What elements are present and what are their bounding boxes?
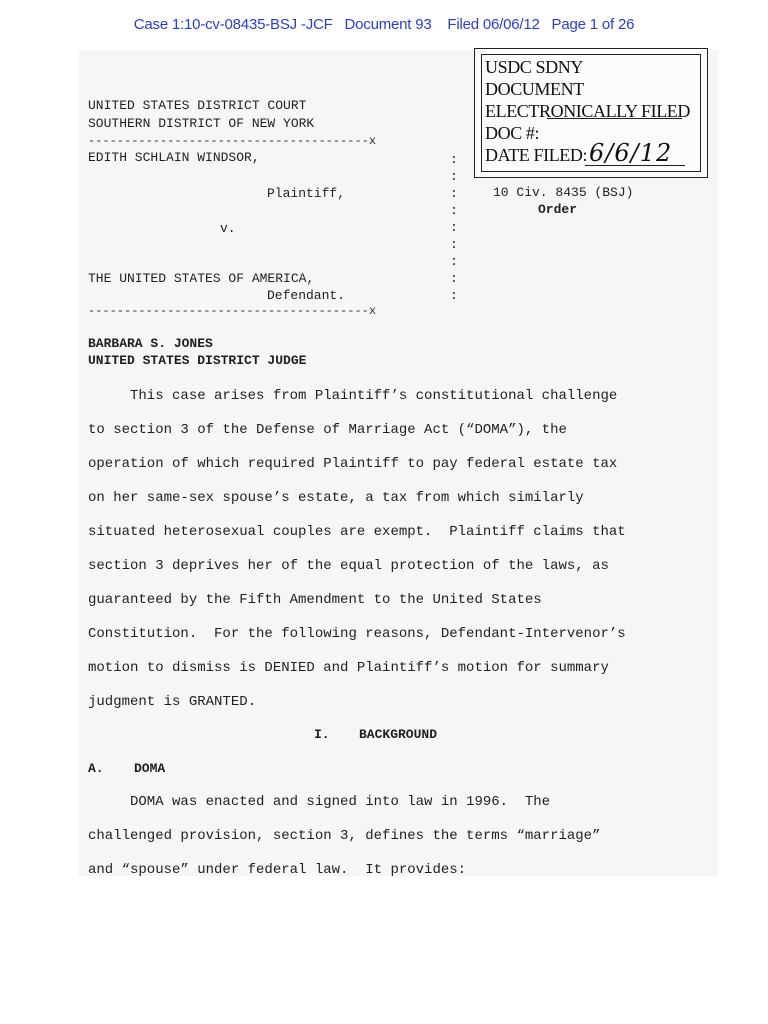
defendant-role: Defendant. <box>267 288 346 303</box>
section-number: I. <box>314 727 330 742</box>
stamp-document: DOCUMENT <box>485 79 584 99</box>
caption-colon: : <box>450 152 458 167</box>
stamp-date-underline <box>585 165 685 166</box>
caption-colon: : <box>450 220 458 235</box>
body-line: challenged provision, section 3, defines the terms “marriage” <box>88 828 601 844</box>
caption-colon: : <box>450 254 458 269</box>
defendant-name: THE UNITED STATES OF AMERICA, <box>88 271 315 286</box>
filing-stamp <box>474 48 708 178</box>
document-type: Order <box>538 202 578 217</box>
subsection-title: DOMA <box>134 761 166 776</box>
stamp-court: USDC SDNY <box>485 57 583 77</box>
caption-colon: : <box>450 271 458 286</box>
judge-name: BARBARA S. JONES <box>88 336 213 351</box>
caption-bottom-rule: ---------------------------------------x <box>88 304 377 318</box>
body-line: on her same-sex spouse’s estate, a tax from which similarly <box>88 490 584 506</box>
body-line: motion to dismiss is DENIED and Plaintiff’s motion for summary <box>88 660 609 676</box>
body-line: situated heterosexual couples are exempt. Plaintiff claims that <box>88 524 626 540</box>
stamp-date-label: DATE FILED: <box>485 145 588 165</box>
body-line: This case arises from Plaintiff’s constitutional challenge <box>88 388 618 404</box>
section-title: BACKGROUND <box>359 727 438 742</box>
stamp-handwritten-date: 6/6/12 <box>589 139 673 167</box>
judge-title: UNITED STATES DISTRICT JUDGE <box>88 353 307 368</box>
stamp-doc-underline <box>547 118 682 119</box>
caption-colon: : <box>450 186 458 201</box>
versus: v. <box>220 221 236 236</box>
body-line: section 3 deprives her of the equal protection of the laws, as <box>88 558 609 574</box>
body-line: DOMA was enacted and signed into law in 1996. The <box>88 794 551 810</box>
case-number: 10 Civ. 8435 (BSJ) <box>493 185 634 200</box>
caption-colon: : <box>450 203 458 218</box>
body-line: to section 3 of the Defense of Marriage Act (“DOMA”), the <box>88 422 567 438</box>
body-line: Constitution. For the following reasons, Defendant-Intervenor’s <box>88 626 626 642</box>
caption-colon: : <box>450 237 458 252</box>
plaintiff-name: EDITH SCHLAIN WINDSOR, <box>88 150 260 165</box>
body-line: judgment is GRANTED. <box>88 694 257 710</box>
caption-colon: : <box>450 288 458 303</box>
court-district: SOUTHERN DISTRICT OF NEW YORK <box>88 116 315 131</box>
stamp-doc-label: DOC #: <box>485 123 540 143</box>
plaintiff-role: Plaintiff, <box>267 186 346 201</box>
body-line: operation of which required Plaintiff to pay federal estate tax <box>88 456 618 472</box>
subsection-number: A. <box>88 761 104 776</box>
caption-top-rule: ---------------------------------------x <box>88 134 377 148</box>
caption-colon: : <box>450 169 458 184</box>
filing-header: Case 1:10-cv-08435-BSJ -JCF Document 93 Filed 06/06/12 Page 1 of 26 <box>133 16 635 33</box>
court-name: UNITED STATES DISTRICT COURT <box>88 98 307 113</box>
body-line: and “spouse” under federal law. It provides: <box>88 862 467 878</box>
body-line: guaranteed by the Fifth Amendment to the United States <box>88 592 542 608</box>
stamp-electronically-filed: ELECTRONICALLY FILED <box>485 101 691 121</box>
